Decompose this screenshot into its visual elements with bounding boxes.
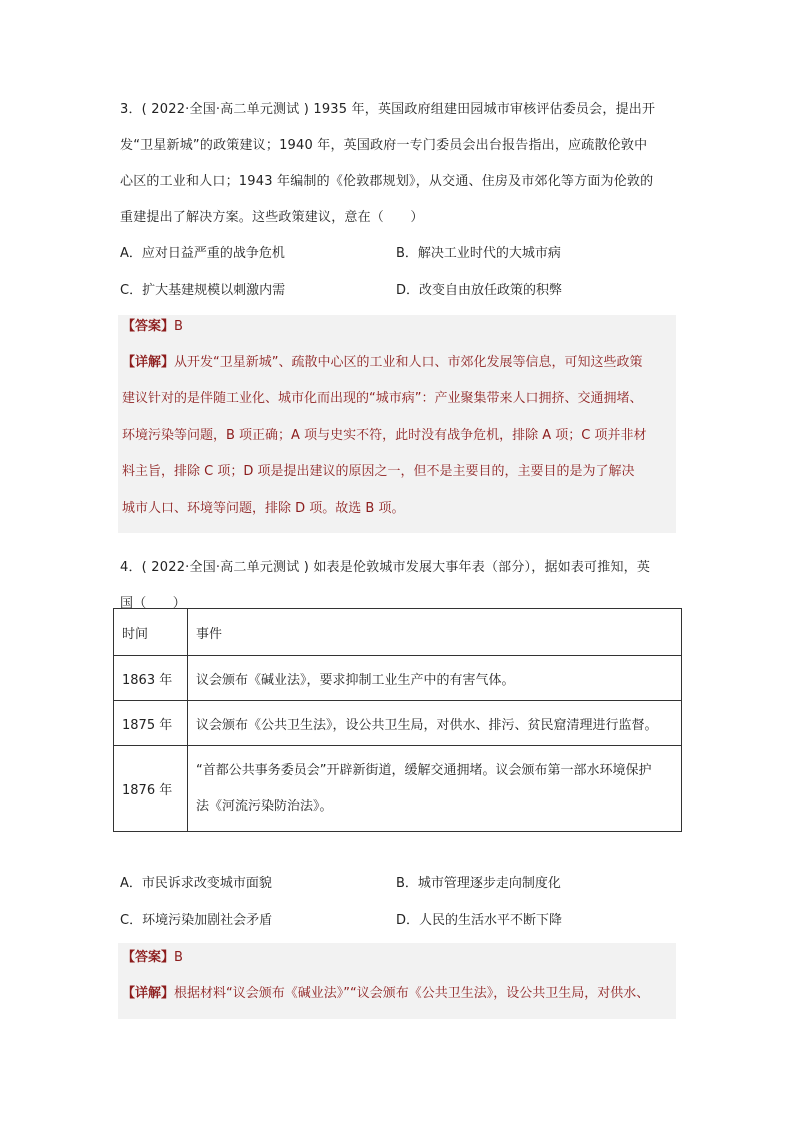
question-3-detail-line: 环境污染等问题，B 项正确；A 项与史实不符，此时没有战争危机，排除 A 项；C 项并非材 — [122, 428, 647, 443]
question-3-option-b[interactable]: B．解决工业时代的大城市病 — [396, 246, 561, 261]
table-header-row — [114, 609, 682, 656]
table-header-time: 时间 — [114, 609, 188, 656]
table-row — [114, 656, 682, 701]
question-3-option-d[interactable]: D．改变自由放任政策的积弊 — [396, 283, 563, 298]
question-3-line: 3．( 2022·全国·高二单元测试 ) 1935 年，英国政府组建田园城市审核评估委员会，提出开 — [120, 102, 656, 117]
table-cell-time: 1876 年 — [114, 746, 188, 832]
table-cell-event — [188, 746, 682, 832]
question-3-line: 重建提出了解决方案。这些政策建议，意在（ ） — [120, 210, 424, 225]
london-events-table — [113, 608, 682, 832]
question-3-answer — [122, 315, 183, 339]
question-3-detail-line: 建议针对的是伴随工业化、城市化而出现的“城市病”：产业聚集带来人口拥挤、交通拥堵、 — [122, 391, 643, 406]
question-3-options-row-1 — [120, 242, 680, 266]
question-4-option-c[interactable]: C．环境污染加剧社会矛盾 — [120, 913, 273, 928]
answer-tag: 【答案】 — [122, 950, 175, 965]
question-4-options-row-2 — [120, 909, 680, 933]
detail-text: 根据材料“议会颁布《碱业法》”“议会颁布《公共卫生法》，设公共卫生局，对供水、 — [174, 986, 650, 1001]
detail-tag: 【详解】 — [122, 986, 175, 1001]
question-4-detail-line — [122, 982, 649, 1006]
question-3-detail-line: 料主旨，排除 C 项；D 项是提出建议的原因之一，但不是主要目的，主要目的是为了解决 — [122, 464, 635, 479]
detail-tag: 【详解】 — [122, 355, 175, 370]
table-header-event: 事件 — [188, 609, 682, 656]
answer-value: B — [174, 950, 183, 965]
table-cell-event: 议会颁布《碱业法》，要求抑制工业生产中的有害气体。 — [188, 656, 682, 701]
question-4-answer-box — [118, 943, 676, 1019]
table-cell-time: 1863 年 — [114, 656, 188, 701]
question-4-line: 4．( 2022·全国·高二单元测试 ) 如表是伦敦城市发展大事年表（部分），据如表可推知，英 — [120, 560, 651, 575]
table-cell-event-line: 法《河流污染防治法》。 — [196, 798, 333, 814]
answer-tag: 【答案】 — [122, 319, 175, 334]
question-3-line: 发“卫星新城”的政策建议；1940 年，英国政府一专门委员会出台报告指出，应疏散伦敦中 — [120, 138, 648, 153]
answer-value: B — [174, 319, 183, 334]
table-row — [114, 746, 682, 832]
question-4-options-row-1 — [120, 872, 680, 896]
table-cell-time: 1875 年 — [114, 701, 188, 746]
question-4-option-b[interactable]: B．城市管理逐步走向制度化 — [396, 876, 561, 891]
detail-text: 从开发“卫星新城”、疏散中心区的工业和人口、市郊化发展等信息，可知这些政策 — [174, 355, 643, 370]
question-3-option-a[interactable]: A．应对日益严重的战争危机 — [120, 246, 285, 261]
question-3-answer-box — [118, 315, 676, 533]
question-4-answer — [122, 946, 183, 970]
question-3-line: 心区的工业和人口；1943 年编制的《伦敦郡规划》，从交通、住房及市郊化等方面为伦敦的 — [120, 174, 654, 189]
table-cell-event: 议会颁布《公共卫生法》，设公共卫生局，对供水、排污、贫民窟清理进行监督。 — [188, 701, 682, 746]
question-4-line: 国（ ） — [120, 596, 187, 611]
table-cell-event-line: “首都公共事务委员会”开辟新街道，缓解交通拥堵。议会颁布第一部水环境保护 — [196, 762, 652, 778]
question-4-option-d[interactable]: D．人民的生活水平不断下降 — [396, 913, 563, 928]
question-3-stem — [120, 92, 680, 236]
question-3-options-row-2 — [120, 279, 680, 303]
question-3-detail-line — [122, 351, 643, 375]
question-3-option-c[interactable]: C．扩大基建规模以刺激内需 — [120, 283, 286, 298]
question-4-option-a[interactable]: A．市民诉求改变城市面貌 — [120, 876, 272, 891]
question-3-detail-line: 城市人口、环境等问题，排除 D 项。故选 B 项。 — [122, 501, 405, 516]
table-row — [114, 701, 682, 746]
